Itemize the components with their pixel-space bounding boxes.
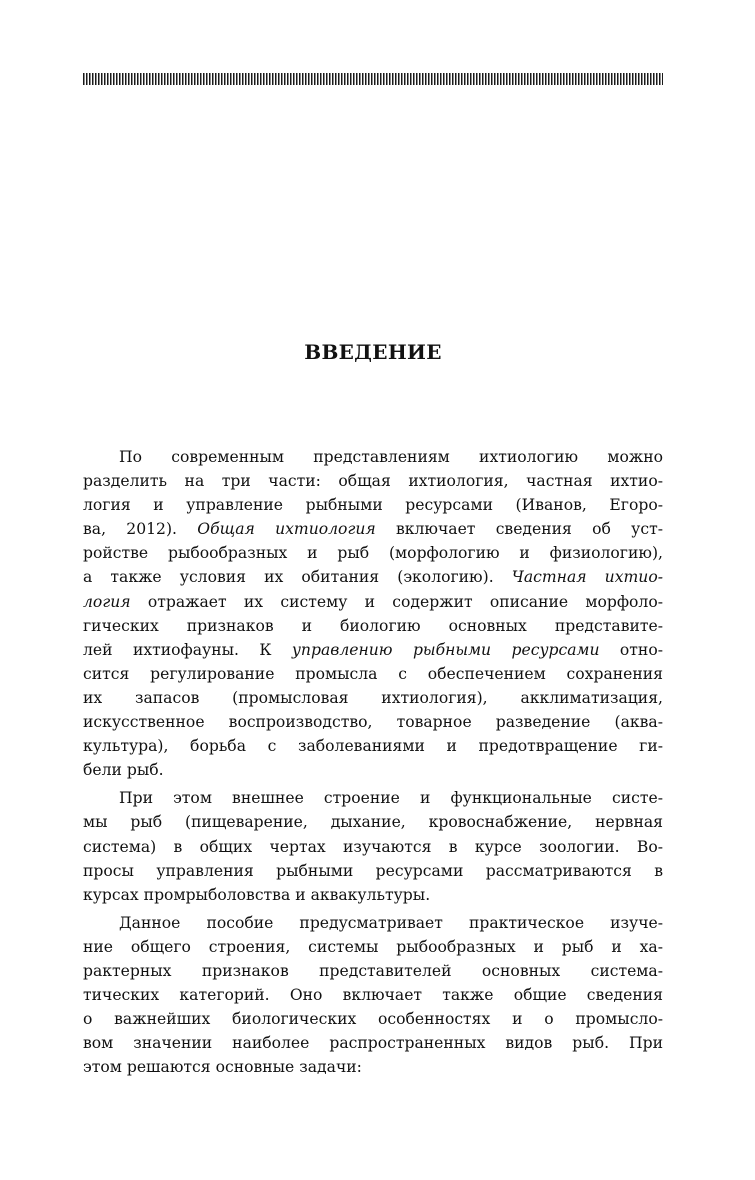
text-line	[83, 517, 663, 541]
text-run: сится регулирование промысла с обеспечением сохранения	[83, 664, 663, 683]
text-line	[83, 445, 663, 469]
text-line	[83, 1007, 663, 1031]
text-run: курсах промрыболовства и аквакультуры.	[83, 885, 431, 904]
paragraph	[83, 911, 663, 1080]
text-run: система) в общих чертах изучаются в курсе зоологии. Во-	[83, 837, 663, 856]
text-run: их запасов (промысловая ихтиология), акклиматизация,	[83, 688, 663, 707]
chapter-title: ВВЕДЕНИЕ	[304, 340, 442, 364]
text-run: просы управления рыбными ресурсами рассматриваются в	[83, 861, 663, 880]
text-run: о важнейших биологических особенностях и о промысло-	[83, 1010, 663, 1029]
text-run: ройстве рыбообразных и рыб (морфологию и физиологию),	[83, 544, 663, 563]
italic-term: логия	[83, 592, 131, 611]
text-line	[83, 662, 663, 686]
decorative-header-rule	[83, 73, 663, 85]
text-run: рактерных признаков представителей основных система-	[83, 961, 663, 980]
text-run: мы рыб (пищеварение, дыхание, кровоснабжение, нервная	[83, 813, 663, 832]
text-line	[83, 565, 663, 589]
text-line	[83, 1055, 663, 1079]
text-line	[83, 686, 663, 710]
text-line	[83, 710, 663, 734]
text-run: искусственное воспроизводство, товарное разведение (аква-	[83, 713, 663, 732]
text-line	[83, 493, 663, 517]
text-run: а также условия их обитания (экологию).	[83, 568, 512, 587]
text-line	[83, 638, 663, 662]
text-line	[83, 734, 663, 758]
text-run: По современным представлениям ихтиологию можно	[119, 448, 663, 466]
text-run: этом решаются основные задачи:	[83, 1058, 362, 1077]
text-run: Данное пособие предусматривает практическое изуче-	[119, 913, 663, 932]
text-run: гических признаков и биологию основных представите-	[83, 616, 663, 635]
text-line	[83, 614, 663, 638]
text-line	[83, 935, 663, 959]
body-text	[83, 445, 663, 1079]
text-line	[83, 1031, 663, 1055]
text-run: ние общего строения, системы рыбообразных и рыб и ха-	[83, 937, 663, 956]
text-line	[83, 883, 663, 907]
text-line	[83, 959, 663, 983]
italic-term: Частная ихтио-	[511, 568, 664, 587]
text-line	[83, 810, 663, 834]
text-line	[83, 758, 663, 782]
text-line	[83, 983, 663, 1007]
text-run: бели рыб.	[83, 761, 164, 780]
text-run: тических категорий. Оно включает также общие сведения	[83, 986, 663, 1005]
italic-term: Общая ихтиология	[197, 520, 376, 539]
text-run: разделить на три части: общая ихтиология, частная ихтио-	[83, 472, 663, 491]
text-line	[83, 859, 663, 883]
italic-term: управлению рыбными ресурсами	[291, 640, 600, 659]
text-run: культура), борьба с заболеваниями и предотвращение ги-	[83, 737, 663, 756]
text-line	[83, 786, 663, 810]
text-line	[83, 911, 663, 935]
text-line	[83, 469, 663, 493]
text-run: включает сведения об уст-	[375, 520, 663, 539]
text-run: лей ихтиофауны. К	[83, 640, 292, 659]
text-line	[83, 541, 663, 565]
text-run: отражает их систему и содержит описание морфоло-	[130, 592, 663, 611]
text-run: При этом внешнее строение и функциональные систе-	[119, 789, 663, 808]
paragraph	[83, 445, 663, 782]
text-run: отно-	[599, 640, 663, 659]
text-line	[83, 590, 663, 614]
paragraph	[83, 786, 663, 906]
text-run: логия и управление рыбными ресурсами (Иванов, Егоро-	[83, 496, 663, 515]
text-line	[83, 835, 663, 859]
text-run: ва, 2012).	[83, 520, 198, 539]
text-run: вом значении наиболее распространенных видов рыб. При	[83, 1034, 663, 1053]
